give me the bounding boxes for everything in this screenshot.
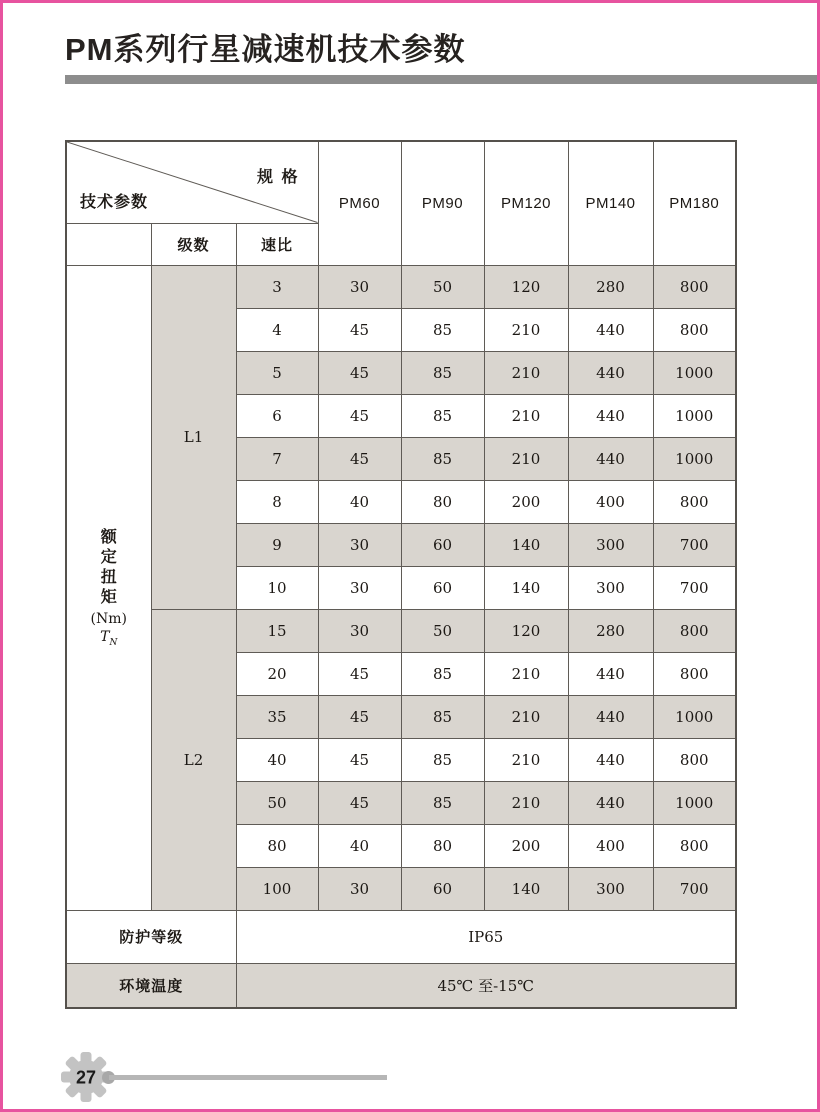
torque-value-cell: 85 [401, 308, 484, 351]
protection-class-label: 防护等级 [66, 910, 236, 963]
torque-value-cell: 440 [568, 695, 653, 738]
torque-value-cell: 45 [318, 437, 401, 480]
ratio-cell: 4 [236, 308, 318, 351]
column-header-pm180: PM180 [653, 141, 736, 265]
corner-header-cell [66, 141, 318, 223]
ambient-temperature-label: 环境温度 [66, 963, 236, 1008]
column-header-pm140: PM140 [568, 141, 653, 265]
torque-value-cell: 210 [484, 394, 568, 437]
footer-row-temperature [66, 963, 736, 1008]
torque-value-cell: 45 [318, 781, 401, 824]
torque-symbol: $T_N$ [100, 628, 118, 648]
torque-value-cell: 45 [318, 652, 401, 695]
torque-value-cell: 80 [401, 480, 484, 523]
torque-value-cell: 800 [653, 265, 736, 308]
torque-value-cell: 85 [401, 695, 484, 738]
page-footer [3, 1050, 817, 1110]
torque-row-label [66, 265, 151, 910]
ratio-cell: 100 [236, 867, 318, 910]
torque-unit: (Nm) [90, 610, 127, 627]
torque-value-cell: 40 [318, 480, 401, 523]
torque-value-cell: 60 [401, 566, 484, 609]
torque-value-cell: 45 [318, 695, 401, 738]
ratio-cell: 15 [236, 609, 318, 652]
torque-value-cell: 440 [568, 781, 653, 824]
torque-value-cell: 210 [484, 652, 568, 695]
spec-table [65, 140, 737, 1009]
ratio-cell: 8 [236, 480, 318, 523]
title-underline-bar [65, 75, 817, 84]
torque-value-cell: 140 [484, 867, 568, 910]
ratio-cell: 80 [236, 824, 318, 867]
torque-value-cell: 800 [653, 308, 736, 351]
torque-value-cell: 200 [484, 480, 568, 523]
protection-class-value: IP65 [236, 910, 736, 963]
torque-value-cell: 1000 [653, 781, 736, 824]
torque-value-cell: 30 [318, 523, 401, 566]
torque-value-cell: 440 [568, 308, 653, 351]
torque-value-cell: 1000 [653, 394, 736, 437]
ratio-cell: 50 [236, 781, 318, 824]
ratio-cell: 7 [236, 437, 318, 480]
empty-header-cell [66, 223, 151, 265]
torque-value-cell: 440 [568, 738, 653, 781]
torque-value-cell: 85 [401, 351, 484, 394]
footer-row-protection [66, 910, 736, 963]
torque-value-cell: 85 [401, 437, 484, 480]
torque-value-cell: 60 [401, 523, 484, 566]
torque-value-cell: 120 [484, 609, 568, 652]
page-title: PM系列行星减速机技术参数 [65, 32, 466, 67]
torque-value-cell: 85 [401, 394, 484, 437]
torque-value-cell: 440 [568, 652, 653, 695]
stage-label-l1: L1 [151, 265, 236, 609]
torque-value-cell: 45 [318, 308, 401, 351]
corner-param-label: 技术参数 [80, 193, 149, 211]
column-header-pm60: PM60 [318, 141, 401, 265]
torque-value-cell: 280 [568, 609, 653, 652]
subheader-stage: 级数 [151, 223, 236, 265]
torque-value-cell: 210 [484, 781, 568, 824]
torque-value-cell: 30 [318, 867, 401, 910]
torque-value-cell: 85 [401, 781, 484, 824]
column-header-pm90: PM90 [401, 141, 484, 265]
torque-value-cell: 85 [401, 652, 484, 695]
torque-value-cell: 1000 [653, 351, 736, 394]
footer-rule-line [109, 1075, 387, 1080]
torque-value-cell: 300 [568, 867, 653, 910]
spec-row [66, 609, 736, 652]
torque-value-cell: 45 [318, 351, 401, 394]
torque-value-cell: 440 [568, 351, 653, 394]
torque-value-cell: 700 [653, 566, 736, 609]
torque-value-cell: 80 [401, 824, 484, 867]
torque-value-cell: 440 [568, 437, 653, 480]
torque-value-cell: 1000 [653, 437, 736, 480]
torque-value-cell: 50 [401, 265, 484, 308]
ratio-cell: 35 [236, 695, 318, 738]
subheader-ratio: 速比 [236, 223, 318, 265]
torque-value-cell: 700 [653, 867, 736, 910]
column-header-pm120: PM120 [484, 141, 568, 265]
torque-value-cell: 400 [568, 480, 653, 523]
torque-value-cell: 140 [484, 566, 568, 609]
spec-row [66, 265, 736, 308]
torque-value-cell: 800 [653, 609, 736, 652]
table-body [66, 265, 736, 910]
torque-value-cell: 200 [484, 824, 568, 867]
torque-vertical-text: 额 定 扭 矩 [100, 528, 117, 606]
torque-value-cell: 280 [568, 265, 653, 308]
ratio-cell: 3 [236, 265, 318, 308]
stage-label-l2: L2 [151, 609, 236, 910]
ratio-cell: 20 [236, 652, 318, 695]
torque-value-cell: 30 [318, 609, 401, 652]
torque-value-cell: 30 [318, 566, 401, 609]
torque-value-cell: 800 [653, 652, 736, 695]
torque-value-cell: 700 [653, 523, 736, 566]
ratio-cell: 10 [236, 566, 318, 609]
torque-value-cell: 45 [318, 738, 401, 781]
header-row-models [66, 141, 736, 223]
torque-value-cell: 800 [653, 738, 736, 781]
page-number: 27 [75, 1067, 97, 1088]
ratio-cell: 5 [236, 351, 318, 394]
torque-value-cell: 30 [318, 265, 401, 308]
torque-value-cell: 210 [484, 437, 568, 480]
corner-spec-label: 规 格 [257, 169, 300, 186]
torque-value-cell: 85 [401, 738, 484, 781]
torque-value-cell: 300 [568, 523, 653, 566]
torque-value-cell: 210 [484, 738, 568, 781]
ratio-cell: 40 [236, 738, 318, 781]
ratio-cell: 6 [236, 394, 318, 437]
torque-value-cell: 1000 [653, 695, 736, 738]
torque-value-cell: 140 [484, 523, 568, 566]
torque-value-cell: 210 [484, 695, 568, 738]
torque-value-cell: 120 [484, 265, 568, 308]
torque-value-cell: 800 [653, 824, 736, 867]
torque-value-cell: 45 [318, 394, 401, 437]
ratio-cell: 9 [236, 523, 318, 566]
ambient-temperature-value: 45℃ 至-15℃ [236, 963, 736, 1008]
torque-value-cell: 400 [568, 824, 653, 867]
torque-value-cell: 60 [401, 867, 484, 910]
torque-value-cell: 40 [318, 824, 401, 867]
torque-value-cell: 210 [484, 351, 568, 394]
torque-value-cell: 210 [484, 308, 568, 351]
torque-value-cell: 50 [401, 609, 484, 652]
torque-value-cell: 300 [568, 566, 653, 609]
torque-value-cell: 440 [568, 394, 653, 437]
torque-value-cell: 800 [653, 480, 736, 523]
